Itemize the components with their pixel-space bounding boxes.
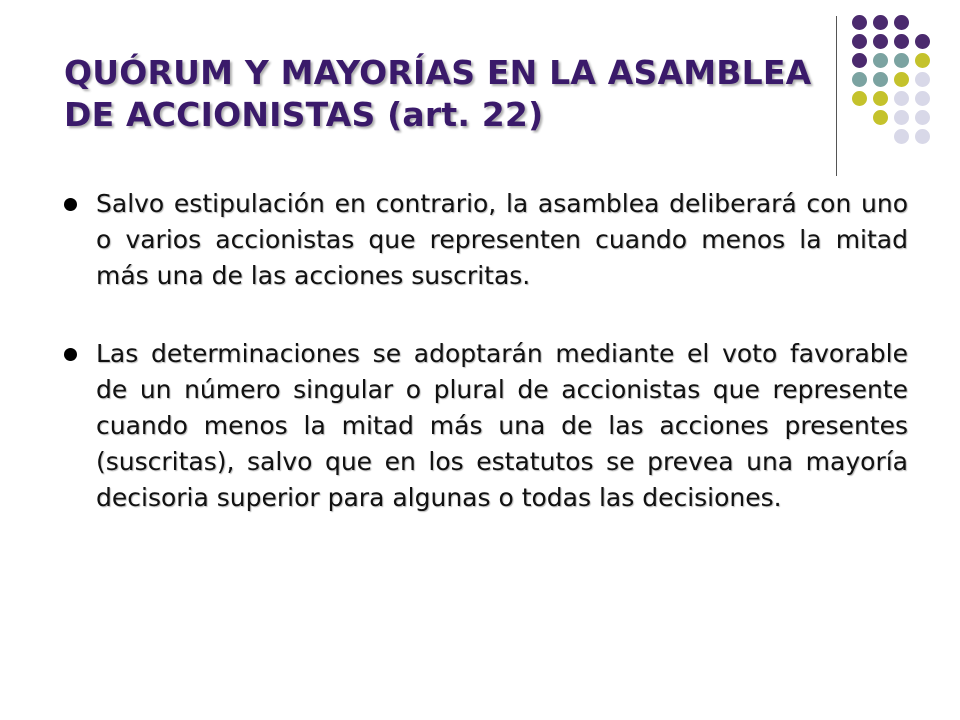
decorative-dot	[915, 72, 930, 87]
decorative-dot	[873, 72, 888, 87]
bullet-list	[62, 186, 908, 558]
decorative-dot	[894, 53, 909, 68]
decorative-dot	[873, 91, 888, 106]
decorative-dot	[852, 53, 867, 68]
decorative-dot	[873, 53, 888, 68]
decorative-dot	[852, 91, 867, 106]
bullet-text: Las determinaciones se adoptarán mediante el voto favorable de un número singular o plural de accionistas que represente cuando menos la mitad más una de las acciones presentes (suscritas), salvo que en los estatutos se prevea una mayoría decisoria superior para algunas o todas las decisiones.	[96, 339, 908, 512]
decorative-dot	[915, 91, 930, 106]
decorative-dot	[873, 15, 888, 30]
decorative-dot	[915, 53, 930, 68]
bullet-text: Salvo estipulación en contrario, la asamblea deliberará con uno o varios accionistas que representen cuando menos la mitad más una de las acciones suscritas.	[96, 189, 908, 290]
decorative-dot	[894, 129, 909, 144]
bullet-dot-icon	[64, 198, 77, 211]
decorative-dot	[873, 110, 888, 125]
decorative-dot	[894, 110, 909, 125]
decorative-dot	[894, 72, 909, 87]
decorative-dot	[894, 91, 909, 106]
bullet-item	[62, 186, 908, 294]
bullet-item	[62, 336, 908, 516]
slide-title-line-1: QUÓRUM Y MAYORÍAS EN LA ASAMBLEA	[64, 53, 812, 92]
bullet-dot-icon	[64, 348, 77, 361]
decorative-dot	[894, 15, 909, 30]
decorative-dot	[915, 129, 930, 144]
decorative-dot-grid	[0, 0, 960, 200]
decorative-dot	[915, 110, 930, 125]
decorative-dot	[915, 34, 930, 49]
decorative-dot	[894, 34, 909, 49]
decorative-dot	[852, 72, 867, 87]
decorative-dot	[852, 34, 867, 49]
slide-title-line-2: DE ACCIONISTAS (art. 22)	[64, 95, 544, 134]
decorative-dot	[873, 34, 888, 49]
decorative-dot	[852, 15, 867, 30]
